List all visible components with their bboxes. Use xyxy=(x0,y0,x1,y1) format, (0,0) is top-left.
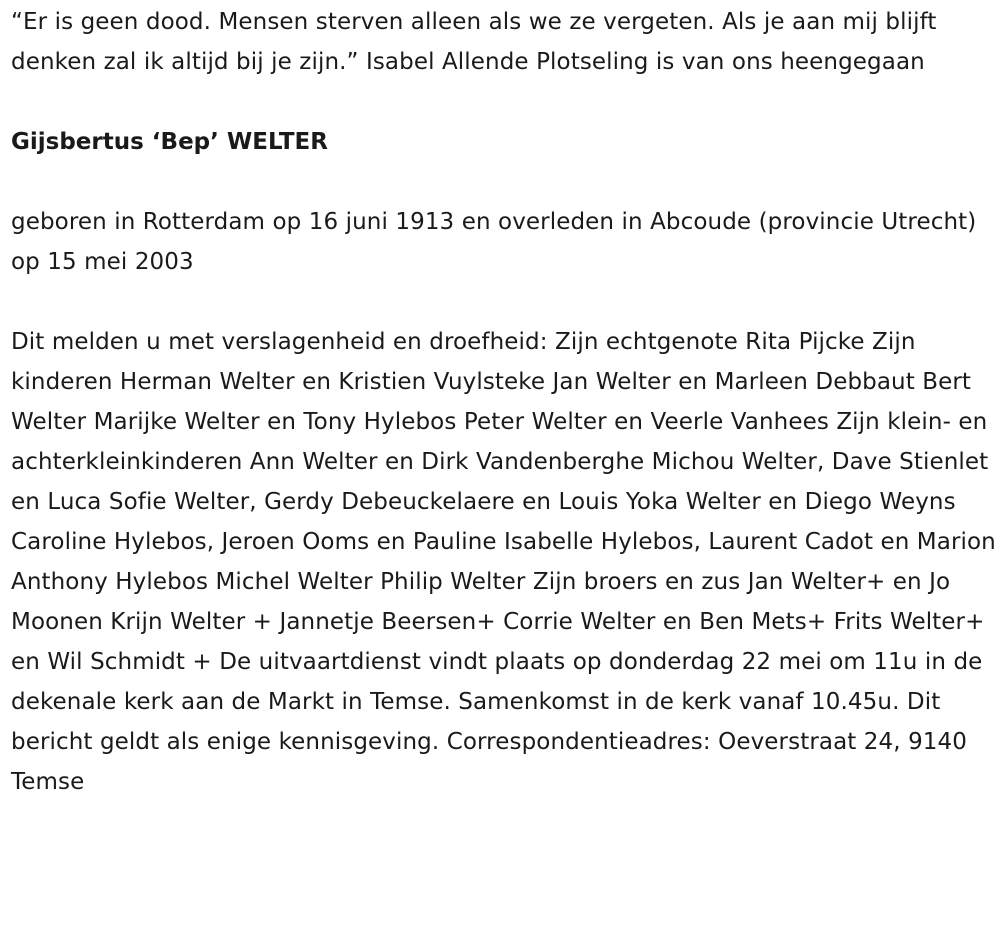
deceased-name: Gijsbertus ‘Bep’ WELTER xyxy=(11,129,328,155)
spacer xyxy=(11,162,996,202)
birth-death-details: geboren in Rotterdam op 16 juni 1913 en overleden in Abcoude (provincie Utrecht) op 15 mei 2003 xyxy=(11,209,977,275)
opening-quote: “Er is geen dood. Mensen sterven alleen als we ze vergeten. Als je aan mij blijft denken zal ik altijd bij je zijn.” Isabel Allende Plotseling is van ons heengegaan xyxy=(11,9,937,75)
spacer xyxy=(11,282,996,322)
spacer xyxy=(11,82,996,122)
obituary-notice xyxy=(11,2,996,802)
family-announcement: Dit melden u met verslagenheid en droefheid: Zijn echtgenote Rita Pijcke Zijn kinderen Herman Welter en Kristien Vuylsteke Jan Welter en Marleen Debbaut Bert Welter Marijke Welter en Tony Hylebos Peter Welter en Veerle Vanhees Zijn klein- en achterkleinkinderen Ann Welter en Dirk Vandenberghe Michou Welter, Dave Stienlet en Luca Sofie Welter, Gerdy Debeuckelaere en Louis Yoka Welter en Diego Weyns Caroline Hylebos, Jeroen Ooms en Pauline Isabelle Hylebos, Laurent Cadot en Marion Anthony Hylebos Michel Welter Philip Welter Zijn broers en zus Jan Welter+ en Jo Moonen Krijn Welter + Jannetje Beersen+ Corrie Welter en Ben Mets+ Frits Welter+ en Wil Schmidt + De uitvaartdienst vindt plaats op donderdag 22 mei om 11u in de dekenale kerk aan de Markt in Temse. Samenkomst in de kerk vanaf 10.45u. Dit bericht geldt als enige kennisgeving. Correspondentieadres: Oeverstraat 24, 9140 Temse xyxy=(11,329,996,795)
